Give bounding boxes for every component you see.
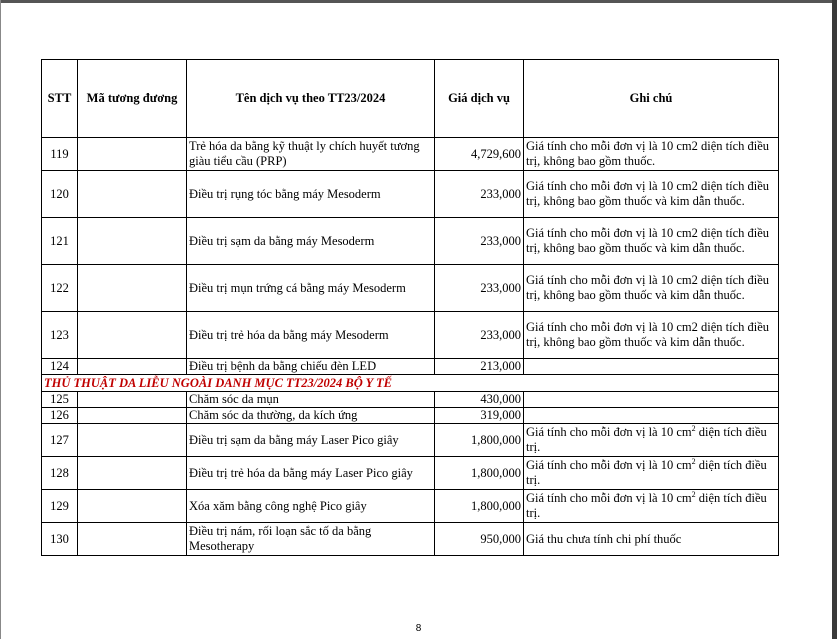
cell-gia: 233,000 [435, 171, 524, 218]
note-text: Giá tính cho mỗi đơn vị là 10 cm [526, 458, 692, 472]
cell-ten: Chăm sóc da thường, da kích ứng [187, 408, 435, 424]
cell-ma [78, 265, 187, 312]
table-row [42, 312, 779, 359]
page-right-edge [832, 0, 837, 639]
cell-ma [78, 408, 187, 424]
table-row [42, 359, 779, 375]
cell-stt: 130 [42, 523, 78, 556]
table-row [42, 265, 779, 312]
cell-ghi-chu [524, 359, 779, 375]
cell-ma [78, 171, 187, 218]
note-text: diện tích điều trị. [526, 425, 767, 454]
table-header-row [42, 60, 779, 138]
note-superscript: 2 [691, 456, 696, 466]
cell-stt: 126 [42, 408, 78, 424]
cell-gia: 233,000 [435, 218, 524, 265]
cell-ten: Điều trị trẻ hóa da bằng máy Laser Pico giây [187, 457, 435, 490]
note-superscript: 2 [691, 489, 696, 499]
table-row [42, 171, 779, 218]
cell-ten: Điều trị bệnh da bằng chiếu đèn LED [187, 359, 435, 375]
cell-ten: Điều trị rụng tóc bằng máy Mesoderm [187, 171, 435, 218]
cell-ma [78, 490, 187, 523]
cell-gia: 213,000 [435, 359, 524, 375]
page-left-edge [0, 0, 1, 639]
note-text: diện tích điều trị. [526, 458, 767, 487]
cell-stt: 119 [42, 138, 78, 171]
cell-stt: 128 [42, 457, 78, 490]
cell-stt: 121 [42, 218, 78, 265]
table-row [42, 138, 779, 171]
cell-ma [78, 218, 187, 265]
table-row [42, 523, 779, 556]
table-row [42, 490, 779, 523]
section-title: THỦ THUẬT DA LIỄU NGOÀI DANH MỤC TT23/2024 BỘ Y TẾ [42, 375, 779, 392]
note-text: diện tích điều trị. [526, 491, 767, 520]
cell-stt: 127 [42, 424, 78, 457]
cell-ma [78, 424, 187, 457]
cell-ten: Điều trị mụn trứng cá bằng máy Mesoderm [187, 265, 435, 312]
note-superscript: 2 [691, 423, 696, 433]
cell-ghi-chu: Giá thu chưa tính chi phí thuốc [524, 523, 779, 556]
cell-ten: Trẻ hóa da bằng kỹ thuật ly chích huyết tương giàu tiểu cầu (PRP) [187, 138, 435, 171]
table-row [42, 424, 779, 457]
header-ghi-chu: Ghi chú [524, 60, 779, 138]
cell-ghi-chu: Giá tính cho mỗi đơn vị là 10 cm2 diện tích điều trị, không bao gồm thuốc và kim dẫn thuốc. [524, 218, 779, 265]
cell-ten: Xóa xăm bằng công nghệ Pico giây [187, 490, 435, 523]
cell-ghi-chu [524, 424, 779, 457]
cell-gia: 1,800,000 [435, 424, 524, 457]
cell-ghi-chu [524, 392, 779, 408]
cell-stt: 123 [42, 312, 78, 359]
cell-ma [78, 359, 187, 375]
page-number: 8 [415, 623, 422, 634]
cell-stt: 122 [42, 265, 78, 312]
cell-gia: 950,000 [435, 523, 524, 556]
note-text: Giá tính cho mỗi đơn vị là 10 cm [526, 491, 692, 505]
cell-gia: 1,800,000 [435, 490, 524, 523]
cell-stt: 125 [42, 392, 78, 408]
cell-ghi-chu [524, 457, 779, 490]
table-row [42, 218, 779, 265]
cell-gia: 319,000 [435, 408, 524, 424]
cell-gia: 430,000 [435, 392, 524, 408]
cell-ma [78, 312, 187, 359]
cell-ghi-chu [524, 408, 779, 424]
cell-ma [78, 392, 187, 408]
header-ma-tuong-duong: Mã tương đương [78, 60, 187, 138]
cell-ghi-chu [524, 490, 779, 523]
note-text: Giá tính cho mỗi đơn vị là 10 cm [526, 425, 692, 439]
cell-ten: Điều trị trẻ hóa da bằng máy Mesoderm [187, 312, 435, 359]
service-price-table [41, 59, 779, 556]
cell-ghi-chu: Giá tính cho mỗi đơn vị là 10 cm2 diện tích điều trị, không bao gồm thuốc và kim dẫn thuốc. [524, 312, 779, 359]
cell-gia: 4,729,600 [435, 138, 524, 171]
page-top-edge [0, 0, 837, 3]
section-header-row [42, 375, 779, 392]
header-gia-dich-vu: Giá dịch vụ [435, 60, 524, 138]
cell-ghi-chu: Giá tính cho mỗi đơn vị là 10 cm2 diện tích điều trị, không bao gồm thuốc và kim dẫn thuốc. [524, 265, 779, 312]
cell-ghi-chu: Giá tính cho mỗi đơn vị là 10 cm2 diện tích điều trị, không bao gồm thuốc và kim dẫn thuốc. [524, 171, 779, 218]
cell-gia: 233,000 [435, 265, 524, 312]
cell-gia: 233,000 [435, 312, 524, 359]
header-ten-dich-vu: Tên dịch vụ theo TT23/2024 [187, 60, 435, 138]
cell-ma [78, 523, 187, 556]
cell-gia: 1,800,000 [435, 457, 524, 490]
cell-stt: 129 [42, 490, 78, 523]
table-row [42, 408, 779, 424]
cell-ma [78, 138, 187, 171]
table-row [42, 392, 779, 408]
cell-ten: Chăm sóc da mụn [187, 392, 435, 408]
cell-ma [78, 457, 187, 490]
cell-ten: Điều trị nám, rối loạn sắc tố da bằng Mesotherapy [187, 523, 435, 556]
cell-stt: 124 [42, 359, 78, 375]
header-stt: STT [42, 60, 78, 138]
cell-ghi-chu: Giá tính cho mỗi đơn vị là 10 cm2 diện tích điều trị, không bao gồm thuốc. [524, 138, 779, 171]
table-row [42, 457, 779, 490]
cell-ten: Điều trị sạm da bằng máy Mesoderm [187, 218, 435, 265]
cell-stt: 120 [42, 171, 78, 218]
cell-ten: Điều trị sạm da bằng máy Laser Pico giây [187, 424, 435, 457]
